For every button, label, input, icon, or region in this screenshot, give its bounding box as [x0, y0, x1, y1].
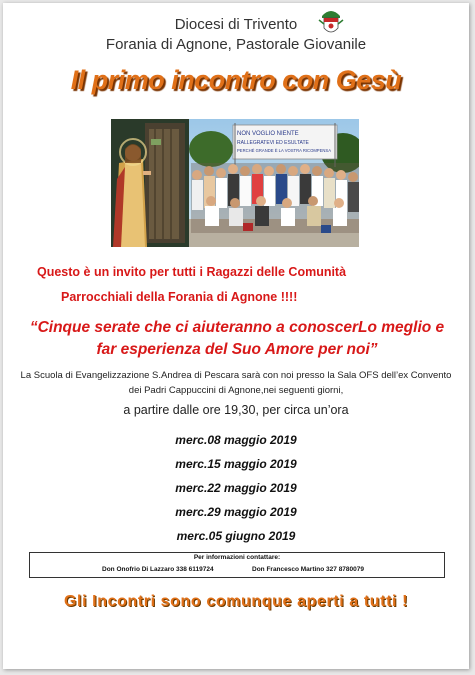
date-5: merc.05 giugno 2019 [176, 529, 296, 543]
date-1: merc.08 maggio 2019 [175, 433, 297, 447]
contact-person-1: Don Onofrio Di Lazzaro 338 6119724 [102, 566, 214, 573]
crowd [191, 163, 359, 233]
footer-note: Gli Incontri sono comunque aperti a tutti ! [63, 593, 409, 610]
info-line-1: La Scuola di Evangelizzazione S.Andrea di Pescara sarà con noi presso la Sala OFS dell’ex Convento [20, 370, 452, 381]
quote [19, 317, 455, 361]
info-line-2: dei Padri Cappuccini di Agnone,nei seguenti giorni, [128, 385, 344, 396]
date-3: merc.22 maggio 2019 [175, 481, 297, 495]
quote-line-2: far esperienza del Suo Amore per noi” [96, 341, 378, 358]
diocese-crest-icon [316, 8, 346, 38]
event-photo [111, 119, 359, 247]
banner-text-2: RALLEGRATEVI ED ESULTATE [237, 140, 309, 146]
contact-box [29, 552, 445, 578]
date-4: merc.29 maggio 2019 [175, 505, 297, 519]
quote-line-1: “Cinque serate che ci aiuteranno a conoscerLo meglio e [29, 319, 445, 336]
forania-name: Forania di Agnone, Pastorale Giovanile [105, 36, 367, 53]
info-text [13, 368, 459, 398]
banner-text-1: NON VOGLIO NIENTE [237, 131, 299, 137]
invite-line-1: Questo è un invito per tutti i Ragazzi delle Comunità [37, 265, 347, 279]
date-2: merc.15 maggio 2019 [175, 457, 297, 471]
flyer-title: Il primo incontro con Gesù [70, 65, 402, 95]
diocese-name: Diocesi di Trivento [174, 16, 298, 33]
invite-line-2: Parrocchiali della Forania di Agnone !!!! [61, 290, 298, 304]
schedule-start: a partire dalle ore 19,30, per circa un’ora [123, 403, 349, 417]
banner-text-3: PERCHÉ GRANDE È LA VOSTRA RICOMPENSA [237, 148, 332, 153]
contact-title: Per informazioni contattare: [193, 554, 281, 561]
flyer-page [3, 3, 469, 669]
contact-person-2: Don Francesco Martino 327 8780079 [252, 566, 364, 573]
